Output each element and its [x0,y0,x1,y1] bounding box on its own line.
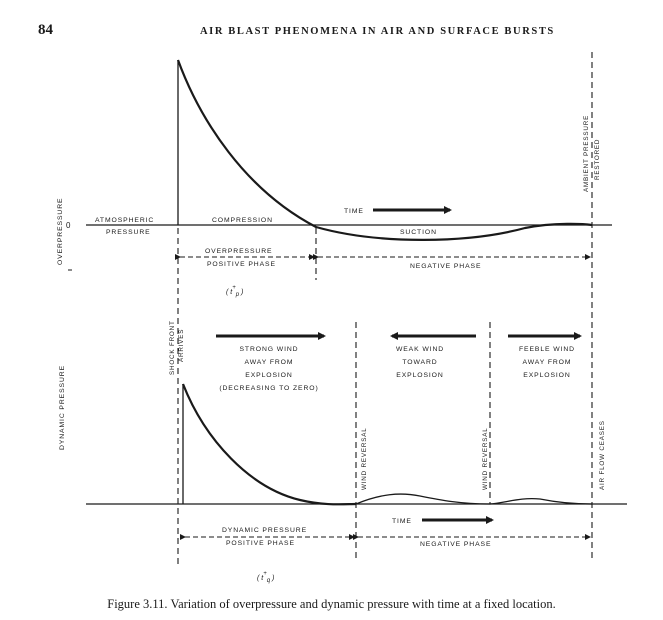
pressure-label: PRESSURE [106,229,151,236]
dp-negative-phase: NEGATIVE PHASE [420,541,492,548]
op-positive-phase-2: POSITIVE PHASE [207,261,276,268]
tq-duration: ( t+q ) [257,571,275,584]
zero-tick-label: 0 [66,221,71,230]
feeble-wind-line-3: EXPLOSION [523,372,571,379]
figure-caption: Figure 3.11. Variation of overpressure and dynamic pressure with time at a fixed location. [107,597,556,611]
op-positive-phase-1: OVERPRESSURE [205,248,273,255]
op-negative-phase: NEGATIVE PHASE [410,263,482,270]
compression-label: COMPRESSION [212,217,273,224]
dp-positive-phase-2: POSITIVE PHASE [226,540,295,547]
overpressure-curve [178,60,592,240]
wind-reversal-label-1: WIND REVERSAL [361,427,368,490]
shock-front-label-2: ARRIVES [178,328,185,362]
feeble-wind-line-1: FEEBLE WIND [519,346,575,353]
dynamic-pressure-tail [356,494,592,504]
tp-duration: ( t+p ) [226,285,244,298]
dp-positive-phase-1: DYNAMIC PRESSURE [222,527,308,534]
ambient-label-1: AMBIENT PRESSURE [583,114,590,192]
feeble-wind-line-2: AWAY FROM [522,359,572,366]
shock-front-label-1: SHOCK FRONT [169,320,176,375]
ambient-label-2: RESTORED [594,138,601,180]
strong-wind-line-4: (DECREASING TO ZERO) [219,385,319,392]
suction-label: SUCTION [400,229,437,236]
strong-wind-line-1: STRONG WIND [239,346,299,353]
top-time-label: TIME [344,208,364,215]
strong-wind-line-2: AWAY FROM [244,359,294,366]
strong-wind-line-3: EXPLOSION [245,372,293,379]
page-number: 84 [38,22,53,38]
bottom-time-label: TIME [392,518,412,525]
dynamic-pressure-curve [183,384,356,504]
weak-wind-line-3: EXPLOSION [396,372,444,379]
overpressure-axis-label: OVERPRESSURE [57,197,64,265]
air-flow-ceases-label: AIR FLOW CEASES [599,420,606,490]
dynamic-pressure-axis-label: DYNAMIC PRESSURE [59,364,66,450]
running-title: AIR BLAST PHENOMENA IN AIR AND SURFACE BURSTS [200,26,555,37]
weak-wind-line-2: TOWARD [402,359,438,366]
wind-reversal-label-2: WIND REVERSAL [482,427,489,490]
weak-wind-line-1: WEAK WIND [395,346,445,353]
atmospheric-label: ATMOSPHERIC [95,217,155,224]
